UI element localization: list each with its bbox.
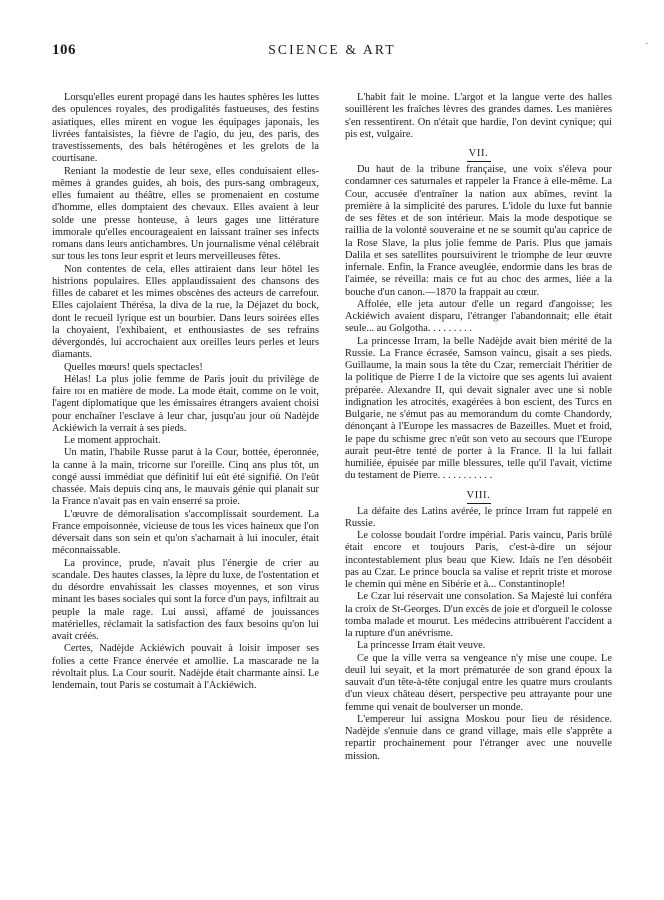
paragraph: Lorsqu'elles eurent propagé dans les hautes sphères les luttes des opulences royales, des prodigalités fastueuses, des festins asiatiques, elles mirent en vogue les équipages japonais, les livrées fantaisistes, la fièvre de l'agio, du jeu, des paris, des travestissements, des bals hétérogènes et les grelots de la courtisane. (52, 92, 319, 165)
paragraph: Certes, Nadèjde Ackiéwich pouvait à loisir imposer ses folies a cette France énervée et amollie. La mascarade ne la révoltait plus. La Cour sourit. Nadèjde était charmante ainsi. Le lendemain, tout Paris se costumait à l'Ackiéwich. (52, 643, 319, 691)
right-column (345, 92, 612, 763)
paragraph: Affolée, elle jeta autour d'elle un regard d'angoisse; les Ackiéwich avaient disparu, l'étranger l'abandonnait; elle était seule... au Golgotha. . . . . . . . . (345, 298, 612, 335)
paragraph: La défaite des Latins avérée, le prince Irram fut rappelé en Russie. (345, 505, 612, 529)
paragraph: Le moment approchait. (64, 435, 161, 446)
paragraph: L'habit fait le moine. L'argot et la langue verte des halles souillèrent les fraîches lèvres des grandes dames. Les manières s'en ressentirent. On n'était que hardie, l'on devint cynique; qui pis est, vulgaire. (345, 92, 612, 140)
section-number: VIII. (466, 489, 491, 501)
paragraph: Non contentes de cela, elles attiraient dans leur hôtel les histrions populaires. Elles applaudissaient des chansons des filles de cabaret et les mimes obscènes des acteurs de carrefour. Elles cajolaient Thérésa, la diva de la rue, la Déjazet du bock, dont le recueil lyrique est un bourbier. Dans leurs soirées elles la choyaient, l'exhibaient, et enthousiastes de ses refrains dévergondés, lui accrochaient aux oreilles leurs perles et leurs diamants. (52, 263, 319, 361)
paragraph: La province, prude, n'avait plus l'énergie de crier au scandale. Des hautes classes, la lèpre du luxe, de l'ostentation et du désordre envahissait les classes moyennes, et son virus minant les bases sociales qui sont la force d'un pays, infiltrait au peuple la male rage. Lui aussi, affamé de jouissances matérielles, réclamait la satisfaction des faux besoins qu'on lui avait créés. (52, 557, 319, 642)
running-title: SCIENCE & ART (268, 42, 396, 57)
paragraph: Le colosse boudait l'ordre impérial. Paris vaincu, Paris brûlé était encore et toujours Paris, c'est-à-dire un séjour incontestablement plus beau que Kiew. Idaïs ne l'en désobéit pas au Czar. Le prince boucla sa valise et reprit triste et morose le chemin qui mène en Sibérie et à... Constantinople! (345, 530, 612, 590)
section-heading-viii (345, 490, 612, 504)
section-rule (467, 503, 491, 504)
paragraph: Le Czar lui réservait une consolation. Sa Majesté lui conféra la croix de St-Georges. D'un excès de joie et d'orgueil le colosse tomba malade et mourut. Les médecins attribuèrent l'accident a la rupture d'un anévrisme. (345, 591, 612, 639)
text-columns (52, 92, 612, 763)
section-number: VII. (468, 148, 489, 159)
section-heading-vii (345, 148, 612, 162)
paragraph: La princesse Irram, la belle Nadèjde avait bien mérité de la Russie. La France écrasée, Samson vaincu, gisait a ses pieds. Guillaume, la main sous la tête du Czar, remerciait l'héritier de la politique de Pierre I de la victoire que ses agents lui avaient préparée. Alexandre II, qui devait signaler avec une si noble indignation les atrocités, exagérées à bon escient, des Turcs en Bulgarie, ne s'émut pas au memorandum du comte Chandordy, dénonçant à l'Europe les massacres de Bazeilles. Muet et froid, le pape du schisme grec n'eût son veto au secours que l'Europe aurait peut-être tenté de porter à la France. Il la lui fallait humiliée, épuisée par mille blessures, telle qu'il l'avait, victime du testament de Pierre. . . . . . . . . . . (345, 335, 612, 482)
paragraph: La princesse Irram était veuve. (357, 640, 486, 652)
page-header (52, 42, 612, 70)
paragraph: Du haut de la tribune française, une voix s'éleva pour condamner ces saturnales et rappeler la France à elle-même. La Cour, accusée d'entraîner la nation aux abîmes, revint la première à la simplicité des parures. L'idole du luxe fut bannie de ses fêtes et de son intérieur. Mais la mode despotique se raillia de la volonté souveraine et ne se soumit qu'au caprice de la Rose Slave, la plus jolie femme de Paris. Plus que jamais Dalila et ses satellites poursuivirent le triomphe de leur œuvre infernale. Enfin, la France aveuglée, endormie dans les bras de l'aimée, se réveilla: mais ce fut au choc des armes, liée a la bouche d'un canon.—1870 la frappait au cœur. (345, 164, 612, 298)
corner-mark: . (645, 36, 648, 46)
page-number: 106 (52, 42, 76, 58)
left-column (52, 92, 319, 692)
section-rule (467, 161, 491, 162)
paragraph: L'œuvre de démoralisation s'accomplissait sourdement. La France empoisonnée, vicieuse de tous les vices haineux que l'on déversait dans son sein et qu'on s'acharnait à lui inoculer, était méconnaissable. (52, 508, 319, 557)
paragraph: Un matin, l'habile Russe parut à la Cour, bottée, éperonnée, la canne à la main, tricorne sur l'oreille. Cinq ans plus tôt, un congé aussi immédiat que définitif lui eût été signifié. On l'eût chassée. Mais depuis cinq ans, le mauvais génie qui planait sur la France n'avait pas en vain enserré sa proie. (52, 447, 319, 508)
paragraph: Ce que la ville verra sa vengeance n'y mise une coupe. Le deuil lui seyait, et la mort prématurée de son grand époux la sauvait d'un tête-à-tête conjugal entre les quatre murs croulants d'un vieux château désert, perspective peu attrayante pour une femme qui venait de boulverser un monde. (345, 652, 612, 713)
paragraph: L'empereur lui assigna Moskou pour lieu de résidence. Nadèjde s'ennuie dans ce grand village, mais elle s'apprête a repartir prochainement pour l'étranger avec une nouvelle mission. (345, 713, 612, 762)
paragraph: Reniant la modestie de leur sexe, elles conduisaient elles-mêmes à grandes guides, ah bois, des purs-sang ombrageux, elles fumaient au théâtre, elles se promenaient en costume d'homme, elles domptaient des chevaux. Elles avaient à leur solde une presse honteuse, à leurs gages une littérature immorale qu'elles encourageaient en laissant traîner ses infects romans dans leurs antichambres. Un journalisme vénal célébrait sur tous les tons leur esprit et leurs merveilleuses fêtes. (52, 165, 319, 263)
paragraph: Hélas! La plus jolie femme de Paris jouit du privilège de faire ɪoɪ en matière de mode. La mode était, comme on le voit, l'agent diplomatique que les émissaires étrangers avaient choisi pour enchaîner l'esclave à leur char, jusqu'au jour où Nadèjde Ackiéwich la verrait à ses pieds. (52, 373, 319, 434)
paragraph: Quelles mœurs! quels spectacles! (64, 361, 203, 373)
